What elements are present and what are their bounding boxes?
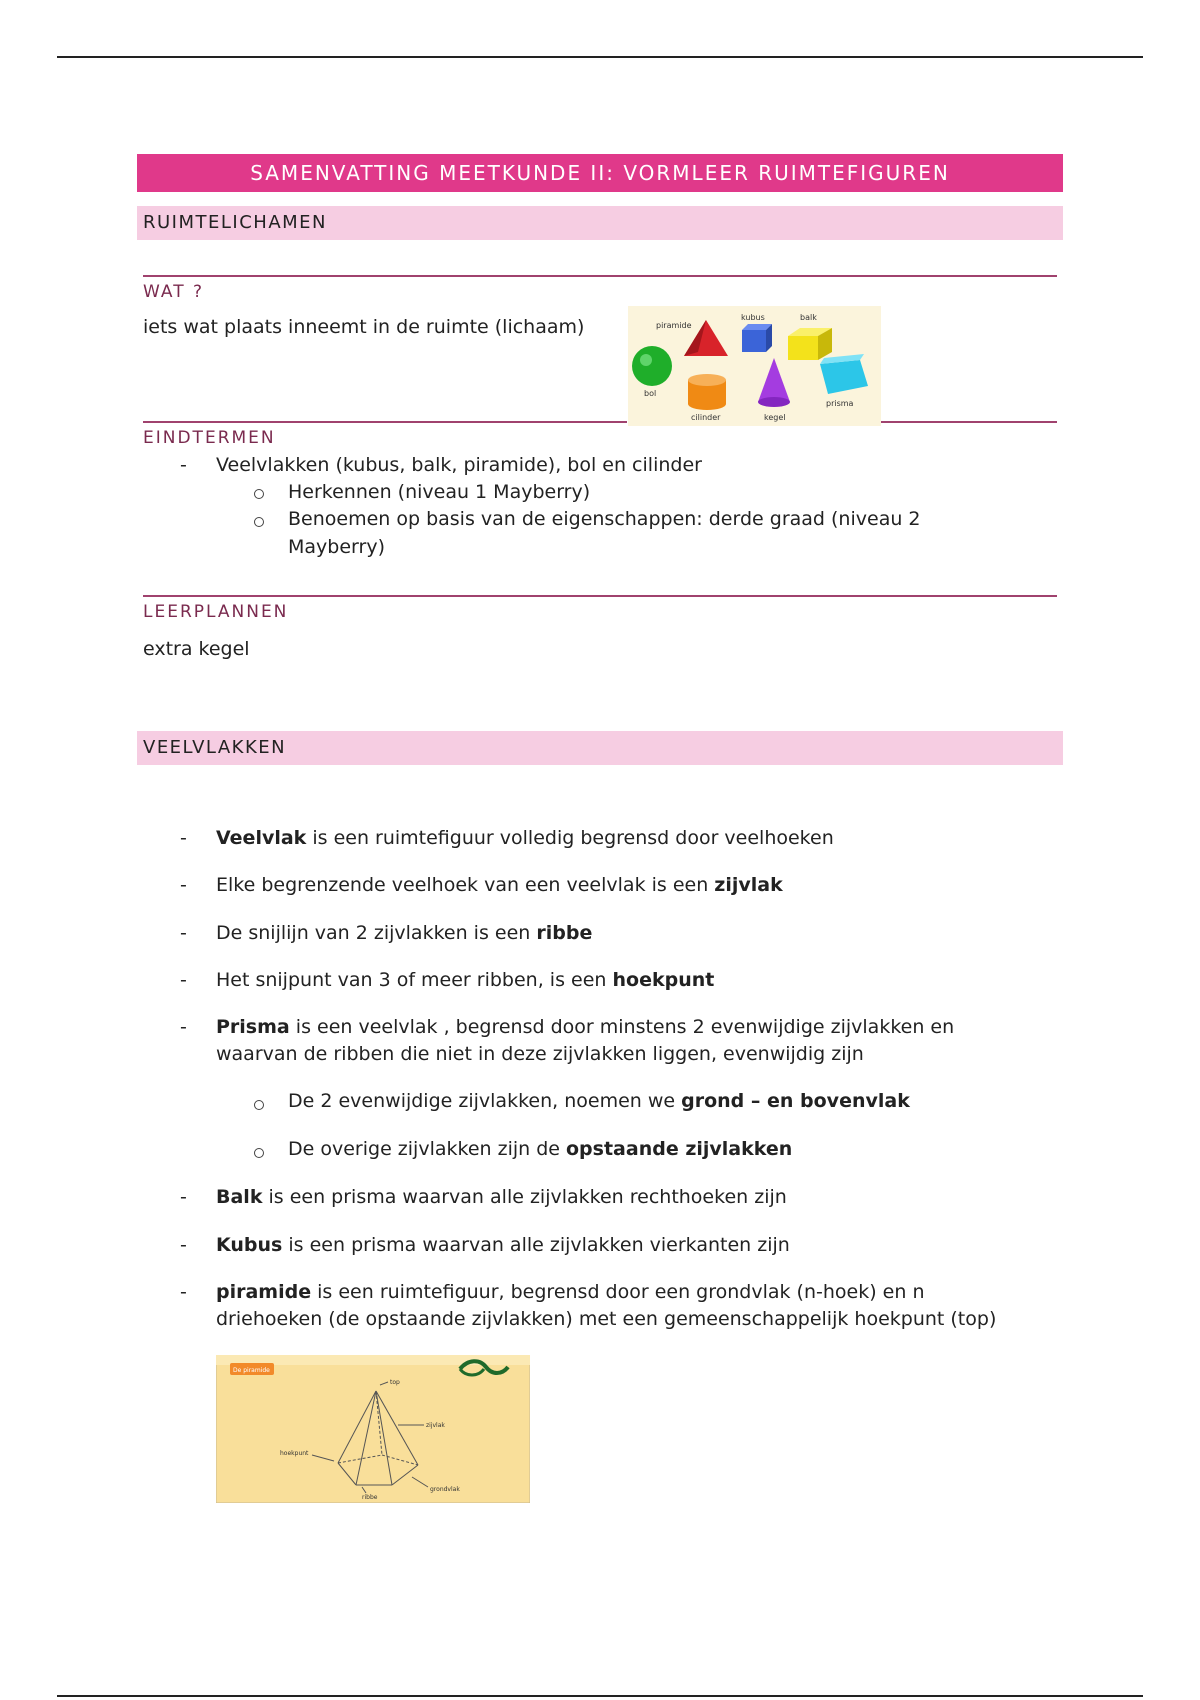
definition-kubus: Kubus is een prisma waarvan alle zijvlakken vierkanten zijn [216,1234,790,1256]
definition-veelvlak: Veelvlak is een ruimtefiguur volledig begrensd door veelhoeken [216,827,834,849]
definition-ribbe: De snijlijn van 2 zijvlakken is een ribbe [216,922,593,944]
list-bullet: - [180,1016,187,1038]
definition-piramide: piramide is een ruimtefiguur, begrensd door een grondvlak (n-hoek) en n [216,1281,925,1303]
label-prisma: prisma [826,399,854,408]
list-bullet: - [180,874,187,896]
leerplannen-text: extra kegel [143,638,250,660]
label-kubus: kubus [741,313,765,322]
list-bullet: - [180,827,187,849]
label-piramide: piramide [656,321,692,330]
document-title: SAMENVATTING MEETKUNDE II: VORMLEER RUIMTEFIGUREN [137,154,1063,192]
label-grondvlak: grondvlak [430,1486,460,1493]
subheading-eindtermen: EINDTERMEN [143,428,276,448]
figure-tag-text: De piramide [233,1367,270,1374]
list-bullet: - [180,922,187,944]
section-heading-ruimtelichamen: RUIMTELICHAMEN [137,206,1063,240]
sublist-bullet [254,517,264,527]
label-hoekpunt: hoekpunt [280,1450,309,1457]
divider [143,421,627,423]
cube-shape [742,330,766,352]
divider [143,275,1057,277]
sphere-shape [632,346,672,386]
section-heading-veelvlakken: VEELVLAKKEN [137,731,1063,765]
solids-figure [628,306,881,426]
definition-prisma-continued: waarvan de ribben die niet in deze zijvlakken liggen, evenwijdig zijn [216,1043,864,1065]
pyramid-figure [216,1355,530,1503]
definition-piramide-continued: driehoeken (de opstaande zijvlakken) met een gemeenschappelijk hoekpunt (top) [216,1308,997,1330]
label-ribbe: ribbe [362,1494,378,1501]
definition-zijvlak: Elke begrenzende veelhoek van een veelvlak is een zijvlak [216,874,783,896]
label-top: top [390,1379,400,1386]
sublist-bullet [254,489,264,499]
sublist-item: Herkennen (niveau 1 Mayberry) [288,481,591,503]
top-rule [57,56,1143,58]
label-kegel: kegel [764,413,786,422]
sublist-item: Benoemen op basis van de eigenschappen: derde graad (niveau 2 [288,508,921,530]
list-item: Veelvlakken (kubus, balk, piramide), bol en cilinder [216,454,702,476]
definition-hoekpunt: Het snijpunt van 3 of meer ribben, is een hoekpunt [216,969,715,991]
divider [881,421,1057,423]
bottom-rule [57,1695,1143,1697]
wat-text: iets wat plaats inneemt in de ruimte (lichaam) [143,316,585,338]
list-bullet: - [180,1281,187,1303]
definition-prisma: Prisma is een veelvlak , begrensd door minstens 2 evenwijdige zijvlakken en [216,1016,955,1038]
balk-shape [788,336,818,360]
definition-opstaande-zijvlakken: De overige zijvlakken zijn de opstaande zijvlakken [288,1138,793,1160]
definition-grondvlak: De 2 evenwijdige zijvlakken, noemen we grond – en bovenvlak [288,1090,910,1112]
subheading-leerplannen: LEERPLANNEN [143,602,289,622]
list-bullet: - [180,1234,187,1256]
divider [143,595,1057,597]
subheading-wat: WAT ? [143,282,204,302]
sublist-bullet [254,1148,264,1158]
label-cilinder: cilinder [691,413,721,422]
label-bol: bol [644,389,657,398]
definition-balk: Balk is een prisma waarvan alle zijvlakken rechthoeken zijn [216,1186,787,1208]
sublist-item-continued: Mayberry) [288,536,385,558]
list-bullet: - [180,454,187,476]
list-bullet: - [180,1186,187,1208]
label-balk: balk [800,313,817,322]
sublist-bullet [254,1100,264,1110]
list-bullet: - [180,969,187,991]
label-zijvlak: zijvlak [426,1422,445,1429]
